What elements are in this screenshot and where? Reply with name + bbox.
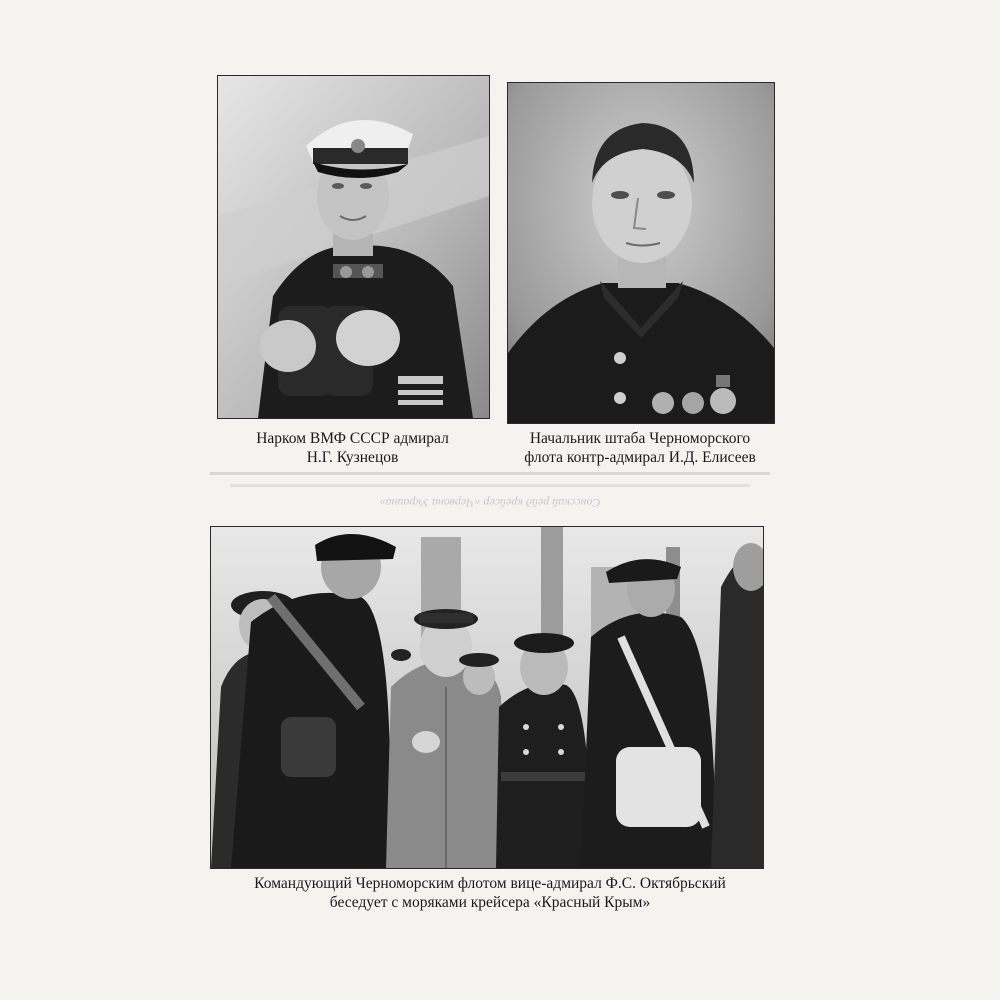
caption-eliseev-line-2: флота контр-адмирал И.Д. Елисеев <box>524 449 756 466</box>
caption-eliseev <box>490 429 790 467</box>
caption-kuznetsov-line-1: Нарком ВМФ СССР адмирал <box>256 430 449 447</box>
group-photo-image <box>211 527 763 868</box>
portrait-photo-eliseev <box>507 82 775 424</box>
bleed-through-line <box>230 484 750 487</box>
caption-kuznetsov <box>217 429 488 467</box>
caption-group-line-1: Командующий Черноморским флотом вице-адмирал Ф.С. Октябрьский <box>254 875 726 892</box>
caption-group <box>160 874 820 912</box>
group-photo-oktyabrsky <box>210 526 764 869</box>
caption-kuznetsov-line-2: Н.Г. Кузнецов <box>306 449 399 466</box>
bleed-through-line <box>210 472 770 475</box>
portrait-photo-kuznetsov <box>217 75 490 419</box>
caption-eliseev-line-1: Начальник штаба Черноморского <box>529 430 751 447</box>
portrait-kuznetsov-image <box>218 76 489 418</box>
caption-group-line-2: беседует с моряками крейсера «Красный Крым» <box>329 894 651 911</box>
bleed-through-text: Сонсский рейд крейсер «Червона Украина» <box>379 496 601 510</box>
portrait-eliseev-image <box>508 83 774 423</box>
